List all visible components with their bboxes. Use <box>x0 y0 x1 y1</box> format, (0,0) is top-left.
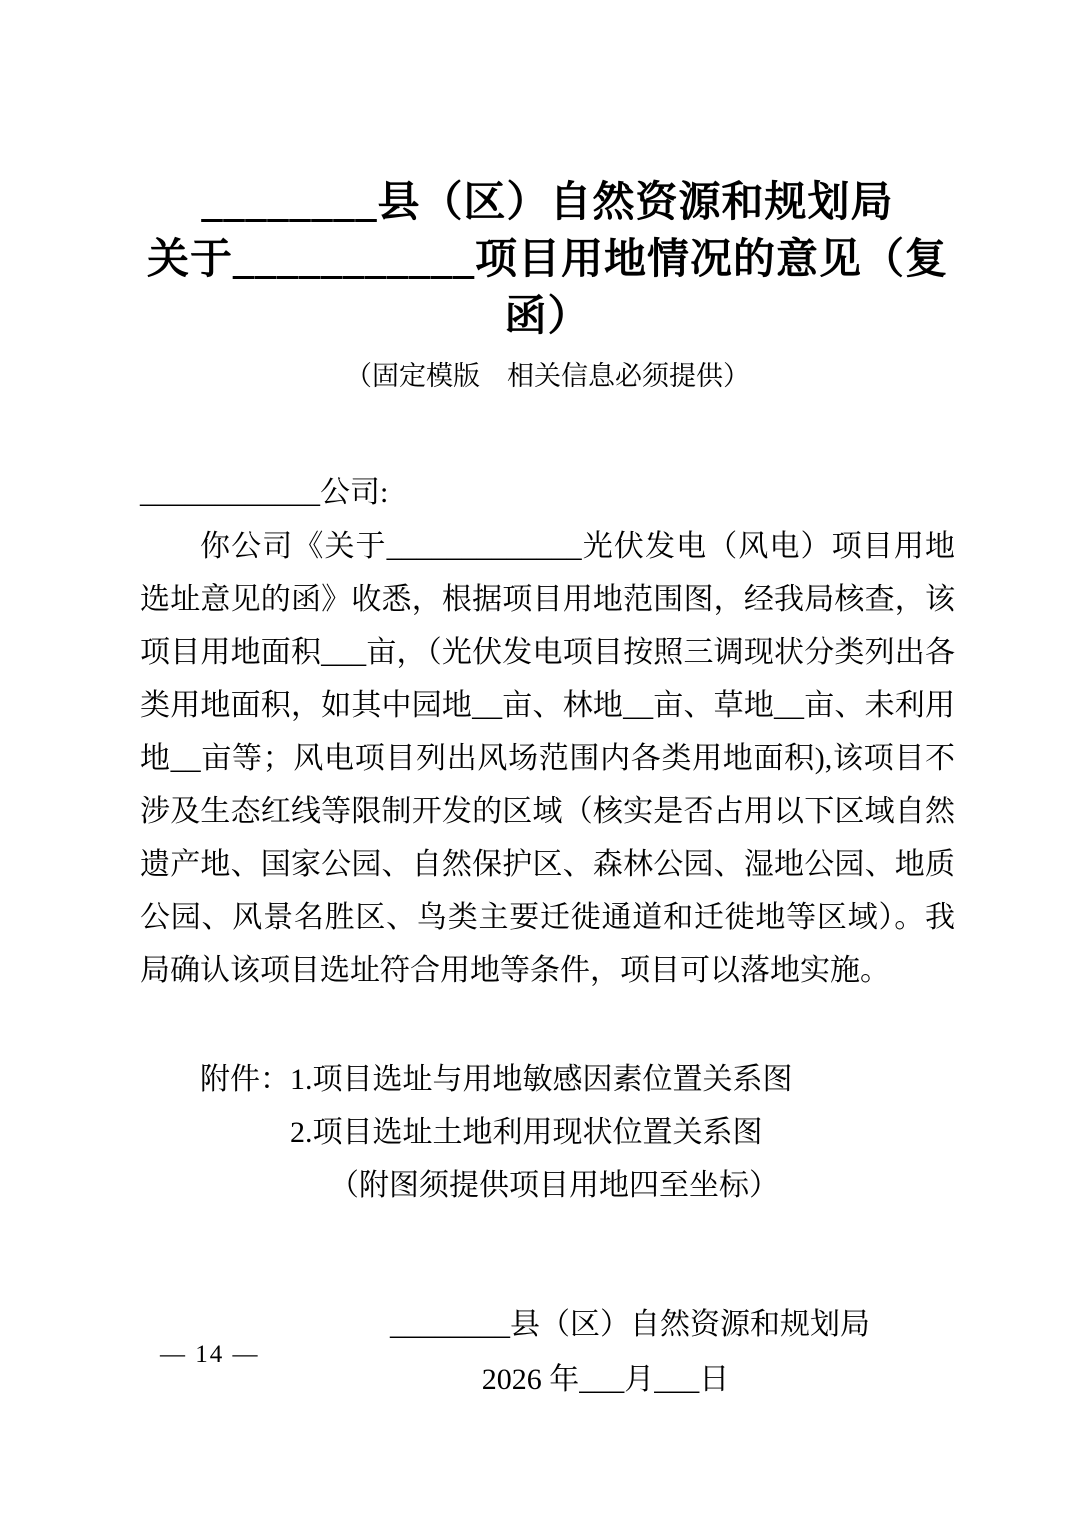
body-paragraph: 你公司《关于_____________光伏发电（风电）项目用地选址意见的函》收悉，根据项目用地范围图，经我局核查，该项目用地面积___亩，（光伏发电项目按照三调现状分类列出各类用地面积，如其中园地__亩、林地__亩、草地__亩、未利用地__亩等；风电项目列出风场范围内各类用地面积),该项目不涉及生态红线等限制开发的区域（核实是否占用以下区域自然遗产地、国家公园、自然保护区、森林公园、湿地公园、地质公园、风景名胜区、鸟类主要迁徙通道和迁徙地等区域）。我局确认该项目选址符合用地等条件，项目可以落地实施。 <box>140 530 955 987</box>
signature-line: ________县（区）自然资源和规划局 <box>390 1308 870 1341</box>
date-line: 2026 年___月___日 <box>481 1363 730 1396</box>
attachments-block <box>140 1053 955 1212</box>
attachment-note: （附图须提供项目用地四至坐标） <box>329 1169 779 1202</box>
salutation: ____________公司: <box>140 476 389 509</box>
title-line-1: ________县（区）自然资源和规划局 <box>201 180 894 226</box>
page-number: — 14 — <box>160 1341 260 1368</box>
template-note: （固定模版 相关信息必须提供） <box>345 361 750 391</box>
title-line-2: 关于___________项目用地情况的意见（复函） <box>146 237 948 340</box>
attachment-item-2: 2.项目选址土地利用现状位置关系图 <box>290 1116 763 1149</box>
attachment-item-1: 附件：1.项目选址与用地敏感因素位置关系图 <box>200 1063 793 1096</box>
document-title <box>140 175 955 346</box>
